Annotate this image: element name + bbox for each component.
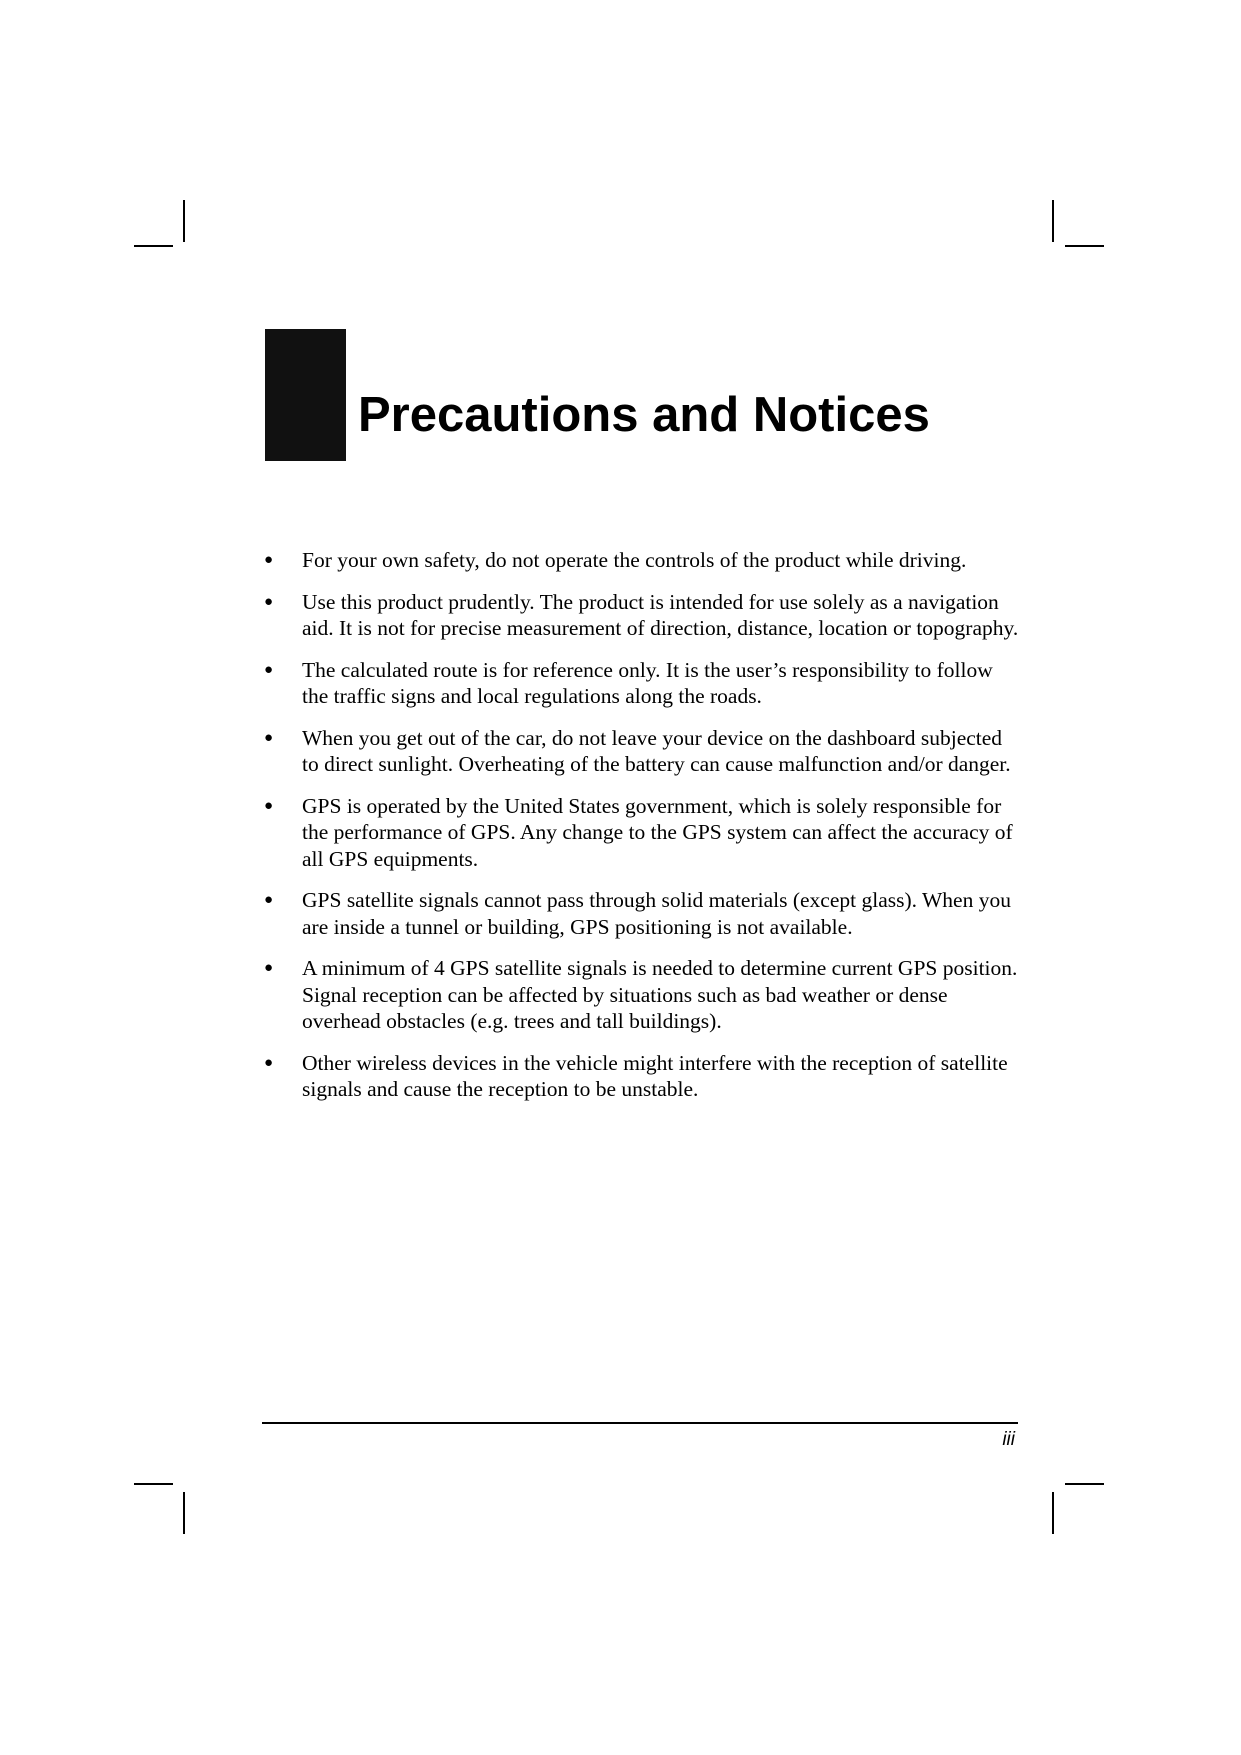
notice-list (264, 547, 1024, 1118)
crop-mark-bottom-left-horizontal (134, 1483, 173, 1485)
list-item (264, 955, 1024, 1035)
notice-text: When you get out of the car, do not leave your device on the dashboard subjected to direct sunlight. Overheating of the battery can cause malfunction and/or danger. (302, 725, 1011, 776)
list-item (264, 793, 1024, 873)
crop-mark-bottom-right-vertical (1052, 1492, 1054, 1534)
bullet-icon: ● (264, 729, 274, 746)
chapter-tab-block (265, 329, 346, 461)
list-item (264, 657, 1024, 710)
list-item (264, 1050, 1024, 1103)
page-title: Precautions and Notices (358, 388, 930, 442)
crop-mark-top-left-vertical (183, 200, 185, 242)
notice-text: Use this product prudently. The product is intended for use solely as a navigation aid. It is not for precise measurement of direction, distance, location or topography. (302, 589, 1019, 640)
notice-text: GPS satellite signals cannot pass through solid materials (except glass). When you are inside a tunnel or building, GPS positioning is not available. (302, 888, 1011, 939)
crop-mark-top-left-horizontal (134, 245, 173, 247)
notice-text: The calculated route is for reference only. It is the user’s responsibility to follow the traffic signs and local regulations along the roads. (302, 657, 993, 708)
bullet-icon: ● (264, 593, 274, 610)
list-item (264, 725, 1024, 778)
notice-text: GPS is operated by the United States government, which is solely responsible for the performance of GPS. Any change to the GPS system can affect the accuracy of all GPS equipments. (302, 793, 1013, 871)
crop-mark-bottom-left-vertical (183, 1492, 185, 1534)
notice-text: Other wireless devices in the vehicle might interfere with the reception of satellite signals and cause the reception to be unstable. (302, 1050, 1008, 1101)
list-item (264, 547, 1024, 574)
footer-rule (262, 1422, 1018, 1424)
crop-mark-top-right-vertical (1052, 200, 1054, 242)
list-item (264, 589, 1024, 642)
bullet-icon: ● (264, 552, 274, 568)
page-number: iii (1002, 1429, 1015, 1450)
notice-text: For your own safety, do not operate the controls of the product while driving. (302, 548, 967, 572)
bullet-icon: ● (264, 960, 274, 976)
crop-mark-top-right-horizontal (1065, 245, 1104, 247)
crop-mark-bottom-right-horizontal (1065, 1483, 1104, 1485)
bullet-icon: ● (264, 1054, 274, 1071)
bullet-icon: ● (264, 661, 274, 678)
bullet-icon: ● (264, 797, 274, 814)
bullet-icon: ● (264, 892, 274, 908)
list-item (264, 887, 1024, 940)
notice-text: A minimum of 4 GPS satellite signals is needed to determine current GPS position. Signal reception can be affected by situations such as bad weather or dense overhead obstacles (e.g. trees and tall buildings). (302, 956, 1018, 1033)
